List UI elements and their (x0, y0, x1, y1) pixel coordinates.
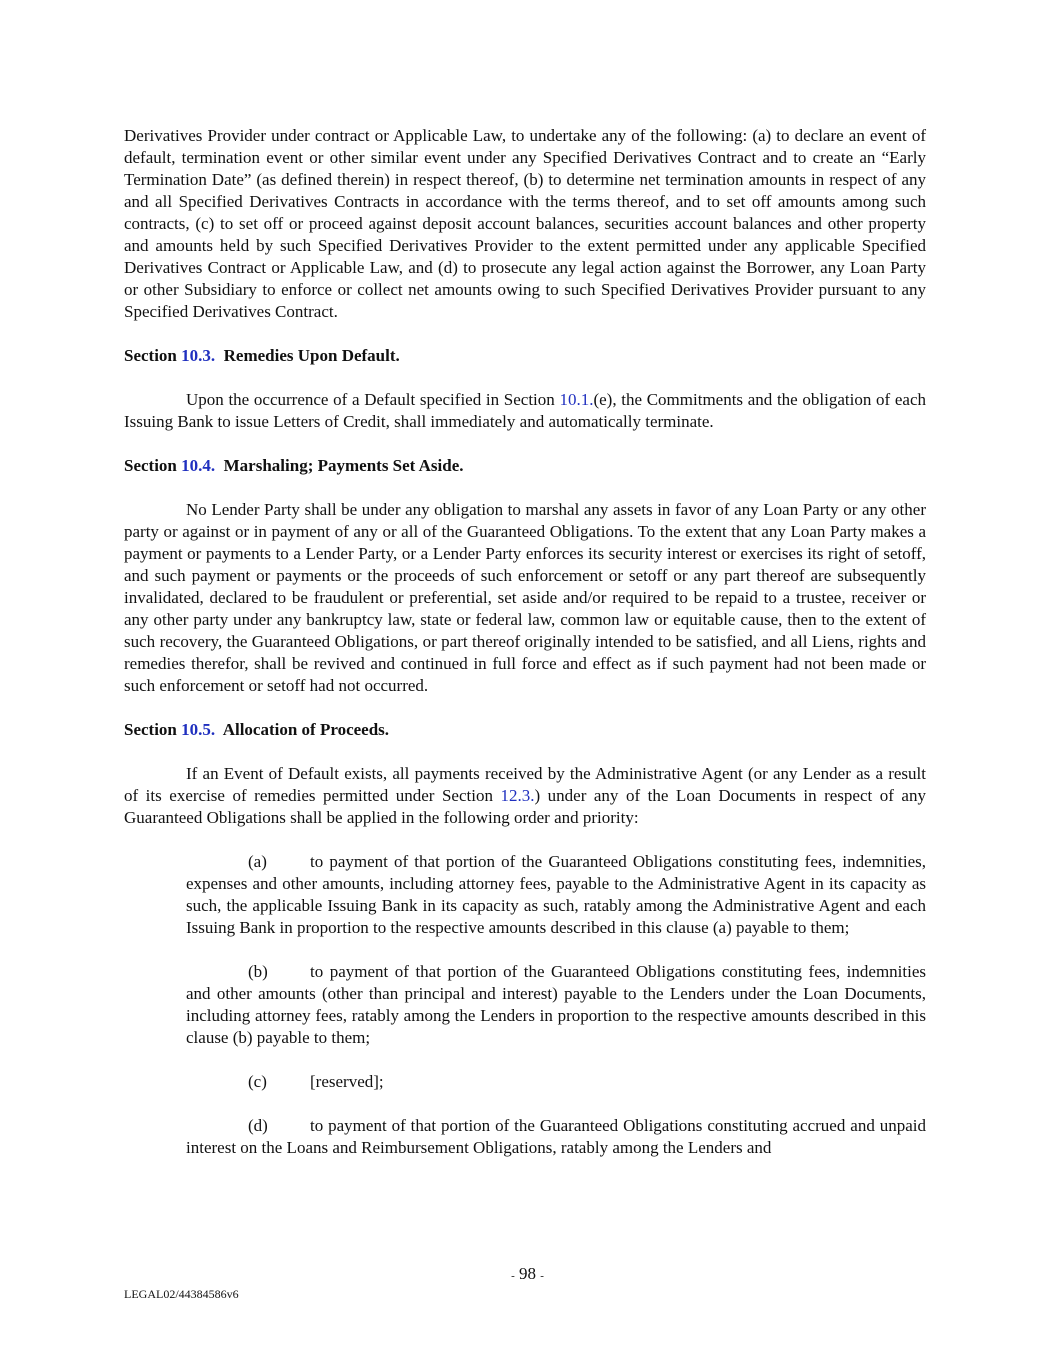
clause-text: [reserved]; (310, 1072, 384, 1091)
document-body (124, 125, 926, 1181)
section-10-5-paragraph (124, 763, 926, 829)
clause-b (186, 961, 926, 1049)
clause-label: (a) (248, 852, 267, 871)
section-10-4-title: Marshaling; Payments Set Aside. (223, 456, 464, 475)
clause-d (186, 1115, 926, 1159)
page-dash-left: - (511, 1270, 515, 1282)
section-10-5-title: Allocation of Proceeds. (222, 720, 390, 739)
clause-c (186, 1071, 926, 1093)
page-number-value: 98 (519, 1264, 536, 1283)
section-10-4-paragraph: No Lender Party shall be under any obligation to marshal any assets in favor of any Loan Party or any other party or against or in payment of any or all of the Guaranteed Obligations. To the extent that any Loan Party makes a payment or payments to a Lender Party, or a Lender Party enforces its security interest or exercises its right of setoff, and such payment or payments or the proceeds of such enforcement or setoff or any part thereof are subsequently invalidated, declared to be fraudulent or preferential, set aside and/or required to be repaid to a trustee, receiver or any other party under any bankruptcy law, state or federal law, common law or equitable cause, then to the extent of such recovery, the Guaranteed Obligations, or part thereof originally intended to be satisfied, and all Liens, rights and remedies therefor, shall be revived and continued in full force and effect as if such payment had not been made or such enforcement or setoff had not occurred. (124, 500, 926, 695)
page-number (0, 1264, 1055, 1284)
section-10-3-number-link[interactable]: 10.3. (181, 346, 216, 365)
section-10-5-heading (124, 719, 926, 741)
section-12-3-ref-link[interactable]: 12.3. (500, 786, 535, 805)
document-id: LEGAL02/44384586v6 (124, 1287, 239, 1301)
section-10-4-heading (124, 455, 926, 477)
section-prefix: Section (124, 456, 182, 475)
clause-label: (b) (248, 962, 268, 981)
section-10-3-paragraph (124, 389, 926, 433)
clause-label: (d) (248, 1116, 268, 1135)
clause-text: to payment of that portion of the Guaranteed Obligations constituting fees, indemnities and other amounts (other than principal and interest) payable to the Lenders under the Loan Documents, including attorney fees, ratably among the Lenders in proportion to the respective amounts described in this clause (b) payable to them; (186, 962, 926, 1047)
section-prefix: Section (124, 346, 182, 365)
clause-label: (c) (248, 1072, 267, 1091)
page-dash-right: - (540, 1270, 544, 1282)
section-10-5-number-link[interactable]: 10.5. (181, 720, 216, 739)
section-10-4-number-link[interactable]: 10.4. (181, 456, 216, 475)
clause-a (186, 851, 926, 939)
clause-text: to payment of that portion of the Guaranteed Obligations constituting accrued and unpaid interest on the Loans and Reimbursement Obligations, ratably among the Lenders and (186, 1116, 926, 1157)
section-10-5-text-before: If an Event of Default exists, all payments received by the Administrative Agent (or any Lender as a result of its exercise of remedies permitted under Section (124, 764, 926, 805)
section-10-3-text-after: (e), the Commitments and the obligation of each Issuing Bank to issue Letters of Credit, shall immediately and automatically terminate. (124, 390, 926, 431)
clause-text: to payment of that portion of the Guaranteed Obligations constituting fees, indemnities, expenses and other amounts, including attorney fees, payable to the Administrative Agent in its capacity as such, the applicable Issuing Bank in its capacity as such, ratably among the Administrative Agent and each Issuing Bank in proportion to the respective amounts described in this clause (a) payable to them; (186, 852, 926, 937)
section-10-3-heading (124, 345, 926, 367)
intro-paragraph: Derivatives Provider under contract or Applicable Law, to undertake any of the following: (a) to declare an event of default, termination event or other similar event under any Specified Derivatives Contract and to create an “Early Termination Date” (as defined therein) in respect thereof, (b) to determine net termination amounts in respect of any and all Specified Derivatives Contracts in accordance with the terms thereof, and to set off amounts among such contracts, (c) to set off or proceed against deposit account balances, securities account balances and other property and amounts held by such Specified Derivatives Provider to the extent permitted under any applicable Specified Derivatives Contract or Applicable Law, and (d) to prosecute any legal action against the Borrower, any Loan Party or other Subsidiary to enforce or collect net amounts owing to such Specified Derivatives Provider pursuant to any Specified Derivatives Contract. (124, 126, 926, 321)
section-prefix: Section (124, 720, 182, 739)
section-10-1-ref-link[interactable]: 10.1. (559, 390, 594, 409)
section-10-3-title: Remedies Upon Default. (223, 346, 400, 365)
section-10-5-text-after: ) under any of the Loan Documents in respect of any Guaranteed Obligations shall be applied in the following order and priority: (124, 786, 926, 827)
section-10-3-text-before: Upon the occurrence of a Default specified in Section (186, 390, 560, 409)
